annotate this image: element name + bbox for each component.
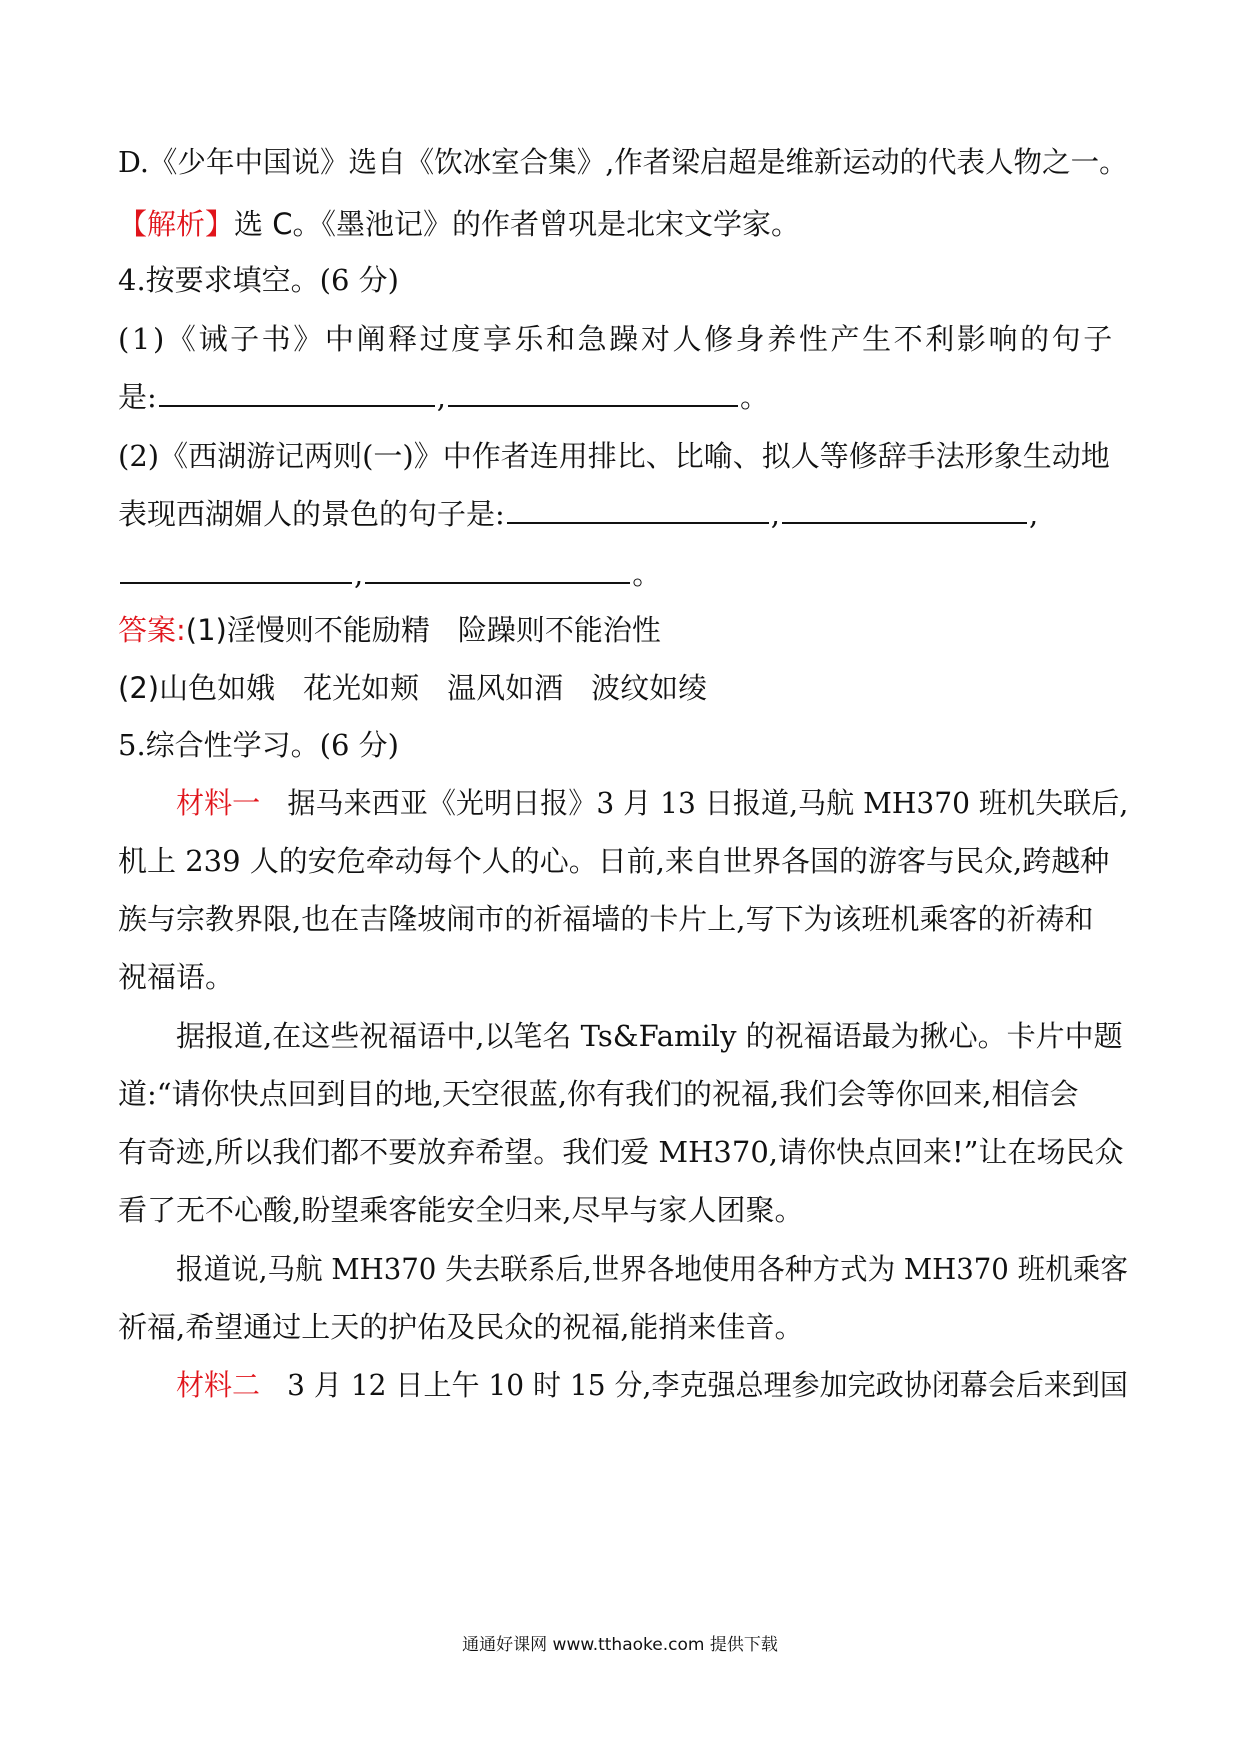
material-1-label: 材料一 [176,786,261,820]
comma: , [1029,497,1039,531]
blank-prefix: 是: [118,380,157,414]
analysis-text: 选 C。《墨池记》的作者曾巩是北宋文学家。 [234,207,800,241]
option-d: D.《少年中国说》选自《饮冰室合集》,作者梁启超是维新运动的代表人物之一。 [118,145,1128,179]
paragraph-line: 报道说,马航 MH370 失去联系后,世界各地使用各种方式为 MH370 班机乘客 [176,1252,1128,1286]
answer-blank[interactable] [448,377,738,407]
analysis-line [118,204,1128,244]
paragraph-line: 看了无不心酸,盼望乘客能安全归来,尽早与家人团聚。 [118,1193,804,1227]
material-2-line [176,1365,1128,1405]
blank-prefix: 表现西湖媚人的景色的句子是: [118,497,505,531]
answer-blank[interactable] [159,377,435,407]
answer-text: 温风如酒 [447,671,564,705]
question-4-2-prompt: (2)《西湖游记两则(一)》中作者连用排比、比喻、拟人等修辞手法形象生动地 [118,439,1110,473]
paragraph-line: 机上 239 人的安危牵动每个人的心。日前,来自世界各国的游客与民众,跨越种 [118,844,1110,878]
period: 。 [740,380,770,414]
question-4-2-blanks-2 [118,554,1128,594]
page-footer: 通通好课网 www.tthaoke.com 提供下载 [462,1635,778,1655]
period: 。 [632,557,662,591]
paragraph-line: 有奇迹,所以我们都不要放弃希望。我们爱 MH370,请你快点回来!”让在场民众 [118,1135,1124,1169]
paragraph-text: 3 月 12 日上午 10 时 15 分,李克强总理参加完政协闭幕会后来到国 [287,1368,1128,1402]
question-4-1-prompt: (1)《诫子书》中阐释过度享乐和急躁对人修身养性产生不利影响的句子 [118,322,1115,356]
paragraph-line: 族与宗教界限,也在吉隆坡闹市的祈福墙的卡片上,写下为该班机乘客的祈祷和 [118,902,1094,936]
answer-blank[interactable] [120,554,352,584]
answer-blank[interactable] [782,494,1027,524]
paragraph-line: 据报道,在这些祝福语中,以笔名 Ts&Family 的祝福语最为揪心。卡片中题 [176,1019,1123,1053]
question-4-2-blanks-1 [118,494,1128,534]
analysis-label: 【解析】 [118,207,235,241]
answer-text: (2)山色如娥 [118,671,276,705]
question-4-1-blanks [118,377,1128,417]
answer-text: 险躁则不能治性 [457,613,661,647]
comma: , [354,557,364,591]
comma: , [770,497,780,531]
answer-line-2 [118,668,1128,708]
question-5-title: 5.综合性学习。(6 分) [118,728,399,762]
answer-text: 波纹如绫 [591,671,708,705]
comma: , [436,380,446,414]
paragraph-text: 据马来西亚《光明日报》3 月 13 日报道,马航 MH370 班机失联后, [287,786,1129,820]
material-2-label: 材料二 [176,1368,261,1402]
paragraph-line: 道:“请你快点回到目的地,天空很蓝,你有我们的祝福,我们会等你回来,相信会 [118,1077,1079,1111]
answer-blank[interactable] [365,554,630,584]
question-4-title: 4.按要求填空。(6 分) [118,263,399,297]
answer-text: (1)淫慢则不能励精 [185,613,430,647]
paragraph-line: 祝福语。 [118,960,235,994]
material-1-line [176,783,1129,823]
answer-blank[interactable] [507,494,769,524]
answer-line-1 [118,610,1128,650]
paragraph-line: 祈福,希望通过上天的护佑及民众的祝福,能捎来佳音。 [118,1310,804,1344]
answer-label: 答案: [118,613,186,647]
answer-text: 花光如颊 [303,671,420,705]
